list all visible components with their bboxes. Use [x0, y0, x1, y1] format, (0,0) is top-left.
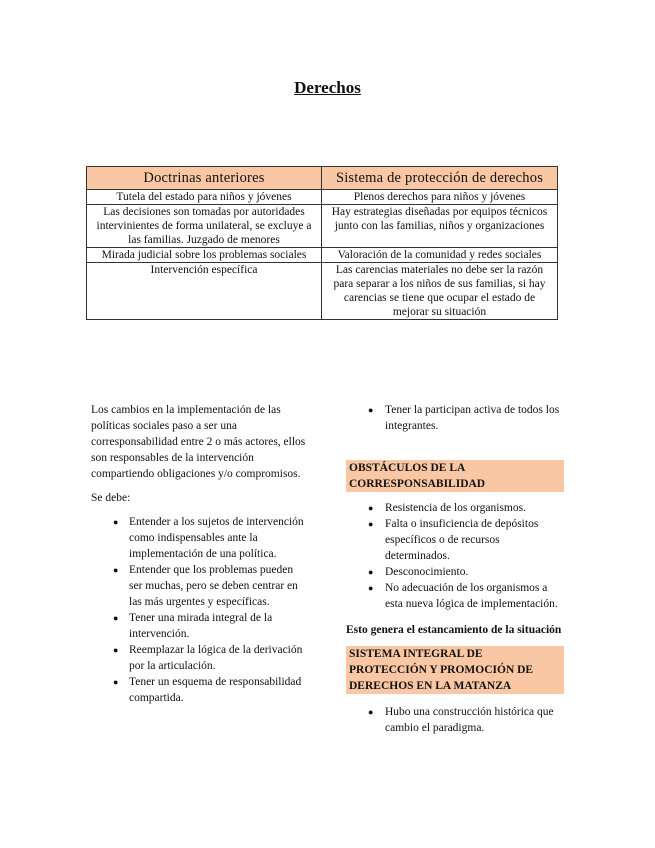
list-item: ● No adecuación de los organismos a esta nueva lógica de implementación. — [368, 582, 558, 610]
bullet-icon: ● — [368, 519, 374, 529]
bullet-icon: ● — [368, 707, 374, 717]
table-cell: Hay estrategias diseñadas por equipos técnicos junto con las familias, niños y organizaciones — [322, 205, 558, 248]
system-heading: SISTEMA INTEGRAL DE PROTECCIÓN Y PROMOCIÓN DE DERECHOS EN LA MATANZA — [346, 646, 564, 694]
bullet-icon: ● — [368, 567, 374, 577]
intro-paragraph: Los cambios en la implementación de las políticas sociales paso a ser una corresponsabilidad entre 2 o más actores, ellos son responsables de la intervención compartiendo obligaciones y/o compromisos. — [91, 404, 306, 480]
table-cell: Intervención específica — [87, 263, 322, 320]
list-item: ● Falta o insuficiencia de depósitos específicos o de recursos determinados. — [368, 518, 539, 562]
table-header-row — [87, 167, 558, 190]
table-cell: Tutela del estado para niños y jóvenes — [87, 190, 322, 205]
bullet-icon: ● — [113, 565, 119, 575]
consequence-text: Esto genera el estancamiento de la situación — [346, 624, 562, 636]
table-row — [87, 205, 558, 248]
participation-list — [346, 402, 564, 434]
bullet-icon: ● — [113, 645, 119, 655]
table-cell: Plenos derechos para niños y jóvenes — [322, 190, 558, 205]
right-column — [346, 402, 564, 736]
table-row — [87, 248, 558, 263]
list-item: ● Tener un esquema de responsabilidad compartida. — [113, 676, 302, 704]
system-list — [346, 704, 564, 736]
bullet-icon: ● — [368, 503, 374, 513]
list-item: ● Entender que los problemas pueden ser muchas, pero se deben centrar en las más urgentes y específicas. — [113, 564, 298, 608]
bullet-icon: ● — [368, 405, 374, 415]
table-cell: Las decisiones son tomadas por autoridades intervinientes de forma unilateral, se excluye a las familias. Juzgado de menores — [87, 205, 322, 248]
table-row — [87, 190, 558, 205]
list-item: ● Desconocimiento. — [368, 566, 469, 578]
bullet-icon: ● — [113, 613, 119, 623]
table-header-doctrinas: Doctrinas anteriores — [87, 167, 322, 190]
list-item: ● Entender a los sujetos de intervención como indispensables ante la implementación de una política. — [113, 516, 304, 560]
table-cell: Las carencias materiales no debe ser la razón para separar a los niños de sus familias, si hay carencias se tiene que ocupar el estado de mejorar su situación — [322, 263, 558, 320]
table-cell: Mirada judicial sobre los problemas sociales — [87, 248, 322, 263]
comparison-table — [86, 166, 558, 320]
obstacles-heading: OBSTÁCULOS DE LA CORRESPONSABILIDAD — [346, 460, 564, 492]
se-debe-label: Se debe: — [91, 492, 131, 504]
bullet-icon: ● — [113, 517, 119, 527]
bullet-icon: ● — [113, 677, 119, 687]
obstacles-list — [346, 500, 564, 612]
bullet-icon: ● — [368, 583, 374, 593]
list-item: ● Hubo una construcción histórica que cambio el paradigma. — [368, 706, 554, 734]
list-item: ● Resistencia de los organismos. — [368, 502, 526, 514]
page-title: Derechos — [294, 78, 361, 97]
list-item: ● Tener la participan activa de todos los integrantes. — [368, 404, 560, 432]
table-header-sistema: Sistema de protección de derechos — [322, 167, 558, 190]
table-row — [87, 263, 558, 320]
list-item: ● Tener una mirada integral de la intervención. — [113, 612, 273, 640]
left-column — [91, 402, 309, 706]
list-item: ● Reemplazar la lógica de la derivación por la articulación. — [113, 644, 303, 672]
table-cell: Valoración de la comunidad y redes sociales — [322, 248, 558, 263]
duties-list — [91, 514, 309, 706]
